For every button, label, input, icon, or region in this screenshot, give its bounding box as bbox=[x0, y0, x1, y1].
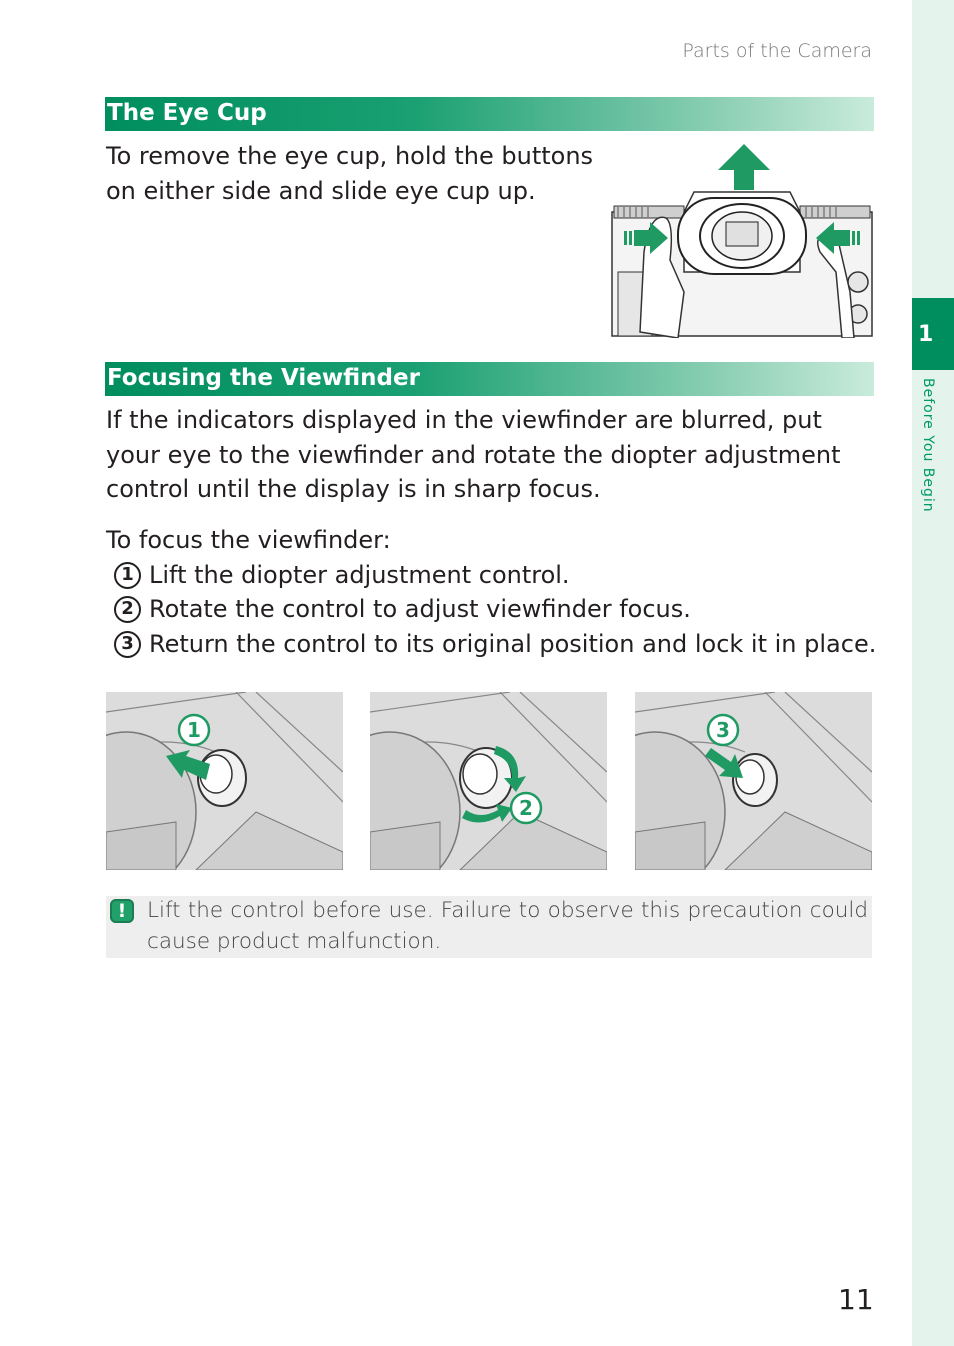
section-title-viewfinder: Focusing the Viewfinder bbox=[105, 362, 874, 396]
step-number-1: 1 bbox=[114, 562, 141, 589]
section-title-eye-cup: The Eye Cup bbox=[105, 97, 874, 131]
diopter-illustration-3 bbox=[635, 692, 872, 870]
step-number-2: 2 bbox=[114, 596, 141, 623]
step-text-2: Rotate the control to adjust viewfinder focus. bbox=[149, 595, 691, 623]
diopter-photo-1 bbox=[106, 692, 343, 870]
running-head: Parts of the Camera bbox=[682, 40, 872, 62]
caution-icon: ! bbox=[110, 899, 134, 923]
caution-text: Lift the control before use. Failure to observe this precaution could cause product malfunction. bbox=[147, 898, 868, 954]
callout-2: 2 bbox=[519, 796, 533, 820]
callout-1: 1 bbox=[187, 718, 201, 742]
step-text-1: Lift the diopter adjustment control. bbox=[149, 561, 570, 589]
step-number-3: 3 bbox=[114, 631, 141, 658]
diopter-illustration-2 bbox=[370, 692, 607, 870]
step-text-3: Return the control to its original position and lock it in place. bbox=[149, 630, 877, 658]
step-3 bbox=[114, 627, 876, 661]
page-number: 11 bbox=[838, 1283, 874, 1316]
steps-intro: To focus the viewfinder: bbox=[106, 526, 391, 554]
viewfinder-body: If the indicators displayed in the viewfinder are blurred, put your eye to the viewfinder and rotate the diopter adjustment control until the display is in sharp focus. bbox=[106, 406, 841, 503]
diopter-illustration-1 bbox=[106, 692, 343, 870]
step-2 bbox=[114, 592, 691, 626]
step-1 bbox=[114, 558, 570, 592]
callout-3: 3 bbox=[716, 718, 730, 742]
chapter-tab[interactable] bbox=[912, 298, 954, 370]
eye-cup-body: To remove the eye cup, hold the buttons on either side and slide eye cup up. bbox=[106, 142, 594, 205]
diopter-photo-2 bbox=[370, 692, 607, 870]
chapter-number: 1 bbox=[918, 321, 934, 347]
diopter-photo-3 bbox=[635, 692, 872, 870]
side-strip bbox=[912, 0, 954, 1346]
chapter-title: Before You Begin bbox=[920, 378, 936, 513]
eye-cup-illustration bbox=[610, 142, 874, 338]
